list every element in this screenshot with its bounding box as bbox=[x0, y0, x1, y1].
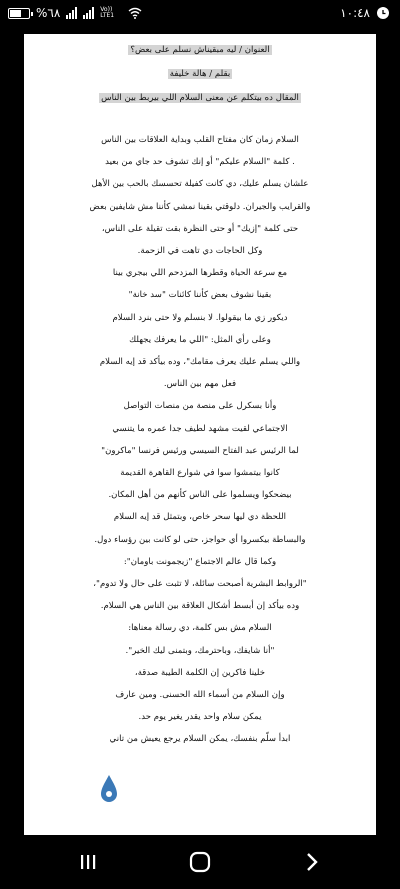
battery-icon bbox=[8, 8, 30, 19]
document-page[interactable] bbox=[24, 34, 376, 835]
author-text: بقلم / هالة خليفة bbox=[169, 69, 231, 79]
body-line: واللي يسلم عليك يعرف مقامك"، وده بيأكد قد إيه السلام bbox=[99, 357, 301, 367]
document-title bbox=[34, 44, 366, 56]
body-line: السلام زمان كان مفتاح القلب وبداية العلاقات بين الناس bbox=[101, 135, 299, 145]
alarm-icon bbox=[376, 6, 390, 20]
body-line: لما الرئيس عبد الفتاح السيسي ورئيس فرنسا "ماكرون" bbox=[101, 445, 299, 456]
title-text: العنوان / ليه مبقيناش نسلم على بعض؟ bbox=[130, 45, 270, 55]
wifi-icon bbox=[128, 7, 142, 19]
body-line: وأنا بسكرل على منصة من منصات التواصل bbox=[123, 401, 277, 412]
status-bar bbox=[0, 0, 400, 30]
back-button[interactable] bbox=[290, 845, 334, 879]
document-subtitle bbox=[34, 92, 366, 104]
body-line: . كلمة "السلام عليكم" أو إنك تشوف حد جاي من بعيد bbox=[105, 157, 295, 168]
body-line: وكل الحاجات دي تاهت في الزحمة. bbox=[137, 246, 263, 256]
back-icon bbox=[304, 852, 320, 872]
body-line: ابدأ سلّم بنفسك، يمكن السلام يرجع يعيش من تاني bbox=[109, 734, 291, 745]
body-line: وإن السلام من أسماء الله الحسنى. ومين عارف bbox=[115, 690, 285, 700]
home-icon bbox=[189, 851, 211, 873]
signal-icon bbox=[83, 7, 94, 19]
recents-button[interactable] bbox=[66, 845, 110, 879]
body-line: وكما قال عالم الاجتماع "زيجمونت باومان": bbox=[123, 556, 277, 567]
body-line: بقينا نشوف بعض كأننا كائنات "سد خانة" bbox=[128, 290, 272, 301]
status-right bbox=[340, 6, 390, 20]
recents-icon bbox=[79, 853, 97, 871]
battery-percent: %٦٨ bbox=[36, 6, 61, 20]
signal-icon bbox=[66, 7, 77, 19]
body-line: ديكور زي ما بيقولوا. لا بنسلم ولا حتى بنرد السلام bbox=[112, 312, 288, 323]
body-line: بيضحكوا ويسلموا على الناس كأنهم من أهل المكان. bbox=[108, 490, 292, 501]
body-line: كانوا بيتمشوا سوا في شوارع القاهرة القديمة bbox=[120, 468, 280, 478]
navigation-bar bbox=[0, 835, 400, 889]
subtitle-text: المقال ده بيتكلم عن معنى السلام اللي بيربط بين الناس bbox=[101, 93, 299, 103]
battery-fill bbox=[10, 10, 21, 17]
body-line: فعل مهم بين الناس. bbox=[163, 379, 237, 390]
body-line: يمكن سلام واحد يقدر يغير يوم حد. bbox=[138, 712, 262, 723]
network-label: Vo)) LTE1 bbox=[100, 6, 115, 19]
body-line: علشان يسلم عليك، دي كانت كفيلة تحسسك بالحب بين الأهل bbox=[91, 179, 309, 190]
body-line: حتى كلمة "إزيك" أو حتى النظرة بقت تقيلة على الناس، bbox=[101, 223, 299, 234]
document-author bbox=[34, 68, 366, 80]
body-line: خلينا فاكرين إن الكلمة الطيبة صدقة، bbox=[134, 667, 266, 678]
body-line: "الروابط البشرية أصبحت سائلة، لا تثبت على حال ولا تدوم"، bbox=[93, 579, 307, 589]
body-line: "أنا شايفك، وباحترمك، وبتمنى ليك الخير". bbox=[125, 645, 275, 656]
location-pin-icon[interactable] bbox=[98, 774, 120, 804]
status-left bbox=[8, 6, 142, 20]
body-line: مع سرعة الحياة وقطرها المزدحم اللي بيجري بينا bbox=[112, 268, 288, 279]
body-line: السلام مش بس كلمة، دي رسالة معناها: bbox=[128, 623, 272, 634]
body-line: وعلى رأي المثل: "اللي ما يعرفك يجهلك bbox=[129, 334, 271, 345]
body-line: الاجتماعي لقيت مشهد لطيف جدا عمره ما يتنسي bbox=[112, 423, 288, 434]
body-line: وده بيأكد إن أبسط أشكال العلاقة بين الناس هي السلام. bbox=[100, 601, 300, 612]
body-line: اللحظة دي ليها سحر خاص، وبتمثل قد إيه السلام bbox=[113, 512, 287, 523]
body-line: والبساطة بيكسروا أي حواجز، حتى لو كانت بين رؤساء دول. bbox=[94, 534, 306, 545]
body-line: والقرايب والجيران. دلوقتي بقينا نمشي كأننا مش شايفين بعض bbox=[89, 201, 311, 212]
clock: ١٠:٤٨ bbox=[340, 6, 370, 20]
home-button[interactable] bbox=[178, 845, 222, 879]
